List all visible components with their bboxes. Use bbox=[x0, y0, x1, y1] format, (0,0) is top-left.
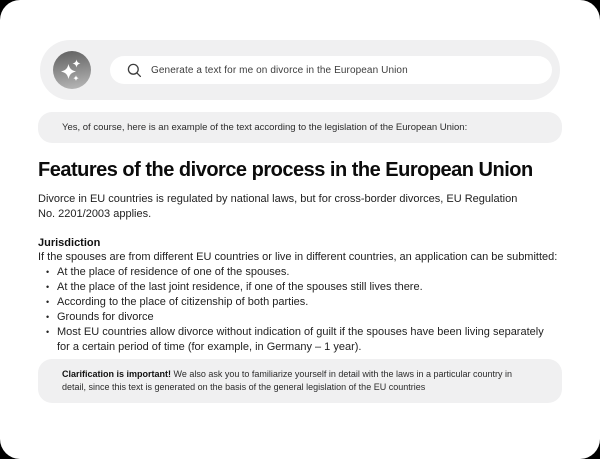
list-item-text: At the place of the last joint residence, if one of the spouses still lives there. bbox=[57, 281, 423, 293]
sparkles-icon bbox=[53, 51, 91, 89]
prompt-input-value: Generate a text for me on divorce in the European Union bbox=[151, 64, 408, 76]
list-item bbox=[46, 280, 550, 295]
bullet-list bbox=[38, 265, 550, 355]
list-item-text: At the place of residence of one of the spouses. bbox=[57, 266, 290, 278]
assistant-intro-bubble bbox=[38, 112, 562, 143]
list-item bbox=[46, 295, 550, 310]
clarification-note bbox=[38, 359, 562, 403]
bullet-dot bbox=[46, 325, 49, 340]
bullet-dot bbox=[46, 265, 49, 280]
article-title: Features of the divorce process in the European Union bbox=[38, 159, 533, 181]
note-emphasis: Clarification is important! bbox=[62, 369, 172, 379]
search-icon bbox=[127, 63, 142, 78]
list-item-text: Grounds for divorce bbox=[57, 311, 154, 323]
prompt-input[interactable] bbox=[110, 56, 552, 84]
bullet-dot bbox=[46, 295, 49, 310]
list-item-text: Most EU countries allow divorce without indication of guilt if the spouses have been living separately for a certain period of time (for example, in Germany – 1 year). bbox=[57, 326, 544, 353]
bullet-dot bbox=[46, 280, 49, 295]
list-item bbox=[46, 325, 550, 355]
lead-paragraph: Divorce in EU countries is regulated by national laws, but for cross-border divorces, EU Regulation No. 2201/2003 applies. bbox=[38, 193, 518, 220]
list-item bbox=[46, 310, 550, 325]
bullet-dot bbox=[46, 310, 49, 325]
section-intro: If the spouses are from different EU countries or live in different countries, an application can be submitted: bbox=[38, 251, 558, 263]
list-item-text: According to the place of citizenship of both parties. bbox=[57, 296, 309, 308]
assistant-intro-text: Yes, of course, here is an example of the text according to the legislation of the European Union: bbox=[62, 122, 468, 133]
assistant-avatar-button[interactable] bbox=[53, 51, 91, 89]
prompt-bar bbox=[40, 40, 560, 100]
list-item bbox=[46, 265, 550, 280]
note-text: We also ask you to familiarize yourself in detail with the laws in a particular country in detail, since this text is generated on the basis of the general legislation of the EU countries bbox=[62, 369, 513, 392]
section-heading: Jurisdiction bbox=[38, 237, 101, 249]
